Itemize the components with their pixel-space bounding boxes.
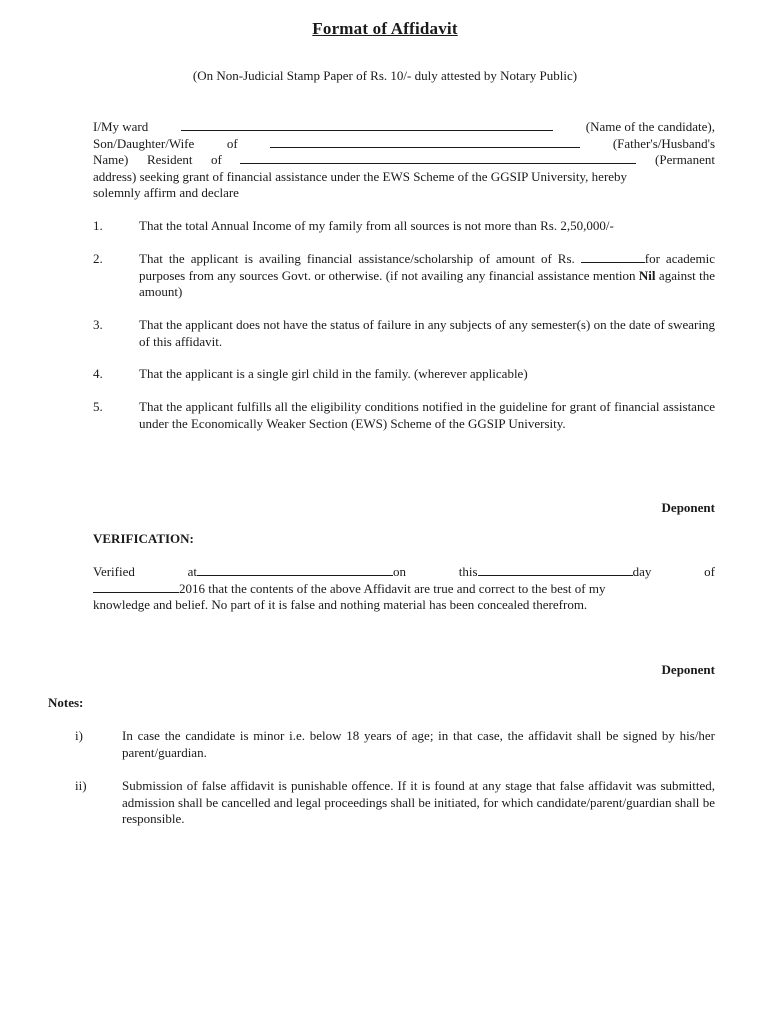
intro-text: (Permanent bbox=[655, 152, 715, 167]
verif-place-group bbox=[188, 564, 406, 581]
note-item bbox=[75, 728, 715, 761]
document-subtitle: (On Non-Judicial Stamp Paper of Rs. 10/- duly attested by Notary Public) bbox=[192, 68, 578, 83]
permanent-address-blank bbox=[240, 152, 636, 164]
note-text: In case the candidate is minor i.e. below 18 years of age; in that case, the affidavit shall be signed by his/her parent/guardian. bbox=[122, 728, 715, 760]
verification-line-1 bbox=[93, 564, 715, 581]
verified-at-blank bbox=[197, 564, 393, 576]
intro-text: (Father's/Husband's bbox=[612, 135, 715, 151]
item-number: 3. bbox=[93, 317, 103, 332]
item-text: That the applicant fulfills all the eligibility conditions notified in the guideline for grant of financial assistance under the Economically Weaker Section (EWS) Scheme of the GGSIP University. bbox=[139, 399, 715, 431]
verification-paragraph bbox=[93, 564, 715, 614]
notes-heading: Notes: bbox=[48, 695, 84, 710]
verif-text: Verified bbox=[93, 564, 135, 579]
item-text-part: for academic purposes from any sources Govt. or otherwise. (if not availing any financial assistance mention bbox=[139, 251, 716, 283]
declaration-item bbox=[93, 218, 715, 235]
intro-text: of bbox=[211, 152, 222, 167]
item-number: 5. bbox=[93, 399, 103, 414]
note-text: Submission of false affidavit is punishable offence. If it is found at any stage that false affidavit was submitted, admission shall be cancelled and legal proceedings shall be initiated, for which candidate/parent/guardian shall be responsible. bbox=[122, 778, 715, 826]
verification-heading: VERIFICATION: bbox=[93, 531, 194, 546]
note-item bbox=[75, 778, 715, 828]
item-number: 4. bbox=[93, 366, 103, 381]
intro-line-1 bbox=[93, 119, 715, 136]
intro-line-4: address) seeking grant of financial assistance under the EWS Scheme of the GGSIP University, hereby bbox=[93, 168, 628, 184]
verification-line-2 bbox=[93, 581, 715, 598]
item-text bbox=[139, 251, 715, 301]
month-blank bbox=[93, 581, 179, 593]
verif-text: at bbox=[187, 564, 198, 579]
father-husband-name-blank bbox=[270, 136, 580, 148]
declaration-item bbox=[93, 366, 715, 383]
note-number: ii) bbox=[75, 778, 87, 793]
item-text: That the total Annual Income of my family from all sources is not more than Rs. 2,50,000/- bbox=[139, 218, 614, 233]
verif-text: day bbox=[632, 564, 652, 579]
document-title: Format of Affidavit bbox=[312, 19, 458, 38]
intro-paragraph bbox=[93, 119, 715, 202]
intro-line-2 bbox=[93, 136, 715, 153]
intro-text: Name) bbox=[93, 152, 129, 167]
intro-text: Resident bbox=[146, 152, 193, 167]
intro-text: of bbox=[226, 135, 238, 151]
declaration-item bbox=[93, 399, 715, 432]
item-text-part: That the applicant is availing financial assistance/scholarship of amount of Rs. bbox=[139, 251, 575, 266]
item-text: That the applicant does not have the status of failure in any subjects of any semester(s) on the date of swearing of this affidavit. bbox=[139, 317, 715, 349]
verification-line-3: knowledge and belief. No part of it is false and nothing material has been concealed therefrom. bbox=[93, 597, 588, 612]
item-number: 1. bbox=[93, 218, 103, 233]
item-text-part: against the amount) bbox=[139, 267, 715, 299]
note-number: i) bbox=[75, 728, 83, 743]
verif-text: this bbox=[458, 564, 478, 579]
item-text: That the applicant is a single girl child in the family. (wherever applicable) bbox=[139, 366, 528, 381]
nil-emphasis: Nil bbox=[638, 267, 656, 283]
intro-line-3 bbox=[93, 152, 715, 169]
verif-text: 2016 that the contents of the above Affidavit are true and correct to the best of my bbox=[179, 580, 606, 596]
deponent-label: Deponent bbox=[661, 500, 715, 515]
declaration-item bbox=[93, 251, 715, 301]
verif-text: of bbox=[704, 564, 715, 579]
intro-text: Son/Daughter/Wife bbox=[93, 135, 195, 151]
amount-blank bbox=[581, 251, 645, 263]
intro-line-5: solemnly affirm and declare bbox=[93, 185, 239, 200]
day-blank bbox=[478, 564, 633, 576]
deponent-label: Deponent bbox=[661, 662, 715, 677]
candidate-name-blank bbox=[181, 119, 553, 131]
item-number: 2. bbox=[93, 251, 103, 266]
intro-text: (Name of the candidate), bbox=[585, 119, 715, 134]
declaration-item bbox=[93, 317, 715, 350]
verif-text: on bbox=[393, 564, 407, 579]
verif-day-group bbox=[459, 564, 652, 581]
intro-text: I/My ward bbox=[93, 119, 149, 134]
